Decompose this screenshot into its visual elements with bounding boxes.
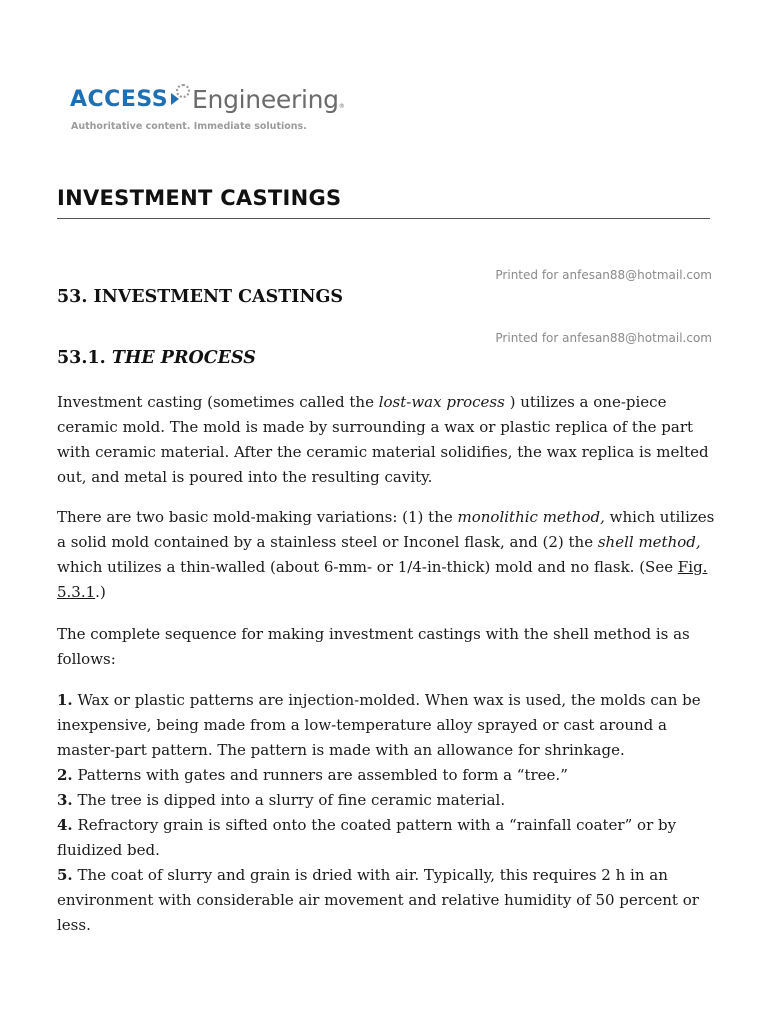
logo-gear-icon xyxy=(176,84,190,98)
paragraph-text: .) xyxy=(95,583,106,601)
step-text: Refractory grain is sifted onto the coated pattern with a “rainfall coater” or by fluidized bed. xyxy=(57,816,677,859)
paragraph-intro xyxy=(57,390,717,490)
paragraph-text: Investment casting (sometimes called the xyxy=(57,393,379,411)
step-text: Patterns with gates and runners are assembled to form a “tree.” xyxy=(72,766,568,784)
title-divider xyxy=(57,218,710,219)
list-item xyxy=(57,763,717,788)
subsection-title: THE PROCESS xyxy=(111,348,256,368)
list-item xyxy=(57,863,717,938)
access-engineering-logo[interactable] xyxy=(70,80,370,140)
printed-for-notice: Printed for anfesan88@hotmail.com xyxy=(495,331,712,345)
step-text: The tree is dipped into a slurry of fine ceramic material. xyxy=(72,791,506,809)
emphasis-text: monolithic method, xyxy=(457,508,605,526)
emphasis-text: shell method, xyxy=(597,533,701,551)
step-text: Wax or plastic patterns are injection-molded. When wax is used, the molds can be inexpensive, being made from a low-temperature alloy sprayed or cast around a master-part pattern. The pattern is made with an allowance for shrinkage. xyxy=(57,691,701,759)
list-item xyxy=(57,813,717,863)
subsection-number: 53.1. xyxy=(57,348,106,368)
list-item xyxy=(57,788,717,813)
paragraph-text: There are two basic mold-making variations: (1) the xyxy=(57,508,458,526)
step-number: 2. xyxy=(57,766,73,784)
document-title: INVESTMENT CASTINGS xyxy=(57,186,342,210)
steps-list xyxy=(57,688,717,938)
logo-access-text: ACCESS xyxy=(70,86,169,112)
paragraph-sequence-intro: The complete sequence for making investment castings with the shell method is as follows: xyxy=(57,625,690,668)
step-text: The coat of slurry and grain is dried with air. Typically, this requires 2 h in an environment with considerable air movement and relative humidity of 50 percent or less. xyxy=(57,866,699,934)
step-number: 3. xyxy=(57,791,73,809)
section-heading: 53. INVESTMENT CASTINGS xyxy=(57,287,344,307)
registered-mark: ® xyxy=(338,103,345,110)
logo-engineering-text: Engineering xyxy=(192,84,339,114)
emphasis-text: lost-wax process xyxy=(378,393,505,411)
logo-wordmark xyxy=(70,80,370,118)
step-number: 5. xyxy=(57,866,73,884)
step-number: 1. xyxy=(57,691,73,709)
paragraph-text: which utilizes a thin-walled (about 6-mm- or 1/4-in-thick) mold and no flask. (See xyxy=(57,558,678,576)
printed-for-notice: Printed for anfesan88@hotmail.com xyxy=(495,268,712,282)
subsection-heading xyxy=(57,348,256,368)
list-item xyxy=(57,688,717,763)
paragraph-variations xyxy=(57,505,717,605)
logo-tagline: Authoritative content. Immediate solutions. xyxy=(71,121,307,132)
paragraph-text: which utilizes a solid mold contained by a stainless steel or Inconel flask, and (2) the xyxy=(57,508,715,551)
paragraph-text: ) utilizes a one-piece ceramic mold. The mold is made by surrounding a wax or plastic replica of the part with ceramic material. After the ceramic material solidifies, the wax replica is melted out, and metal is poured into the resulting cavity. xyxy=(57,393,709,486)
step-number: 4. xyxy=(57,816,73,834)
figure-link[interactable]: Fig. 5.3.1 xyxy=(57,558,708,601)
